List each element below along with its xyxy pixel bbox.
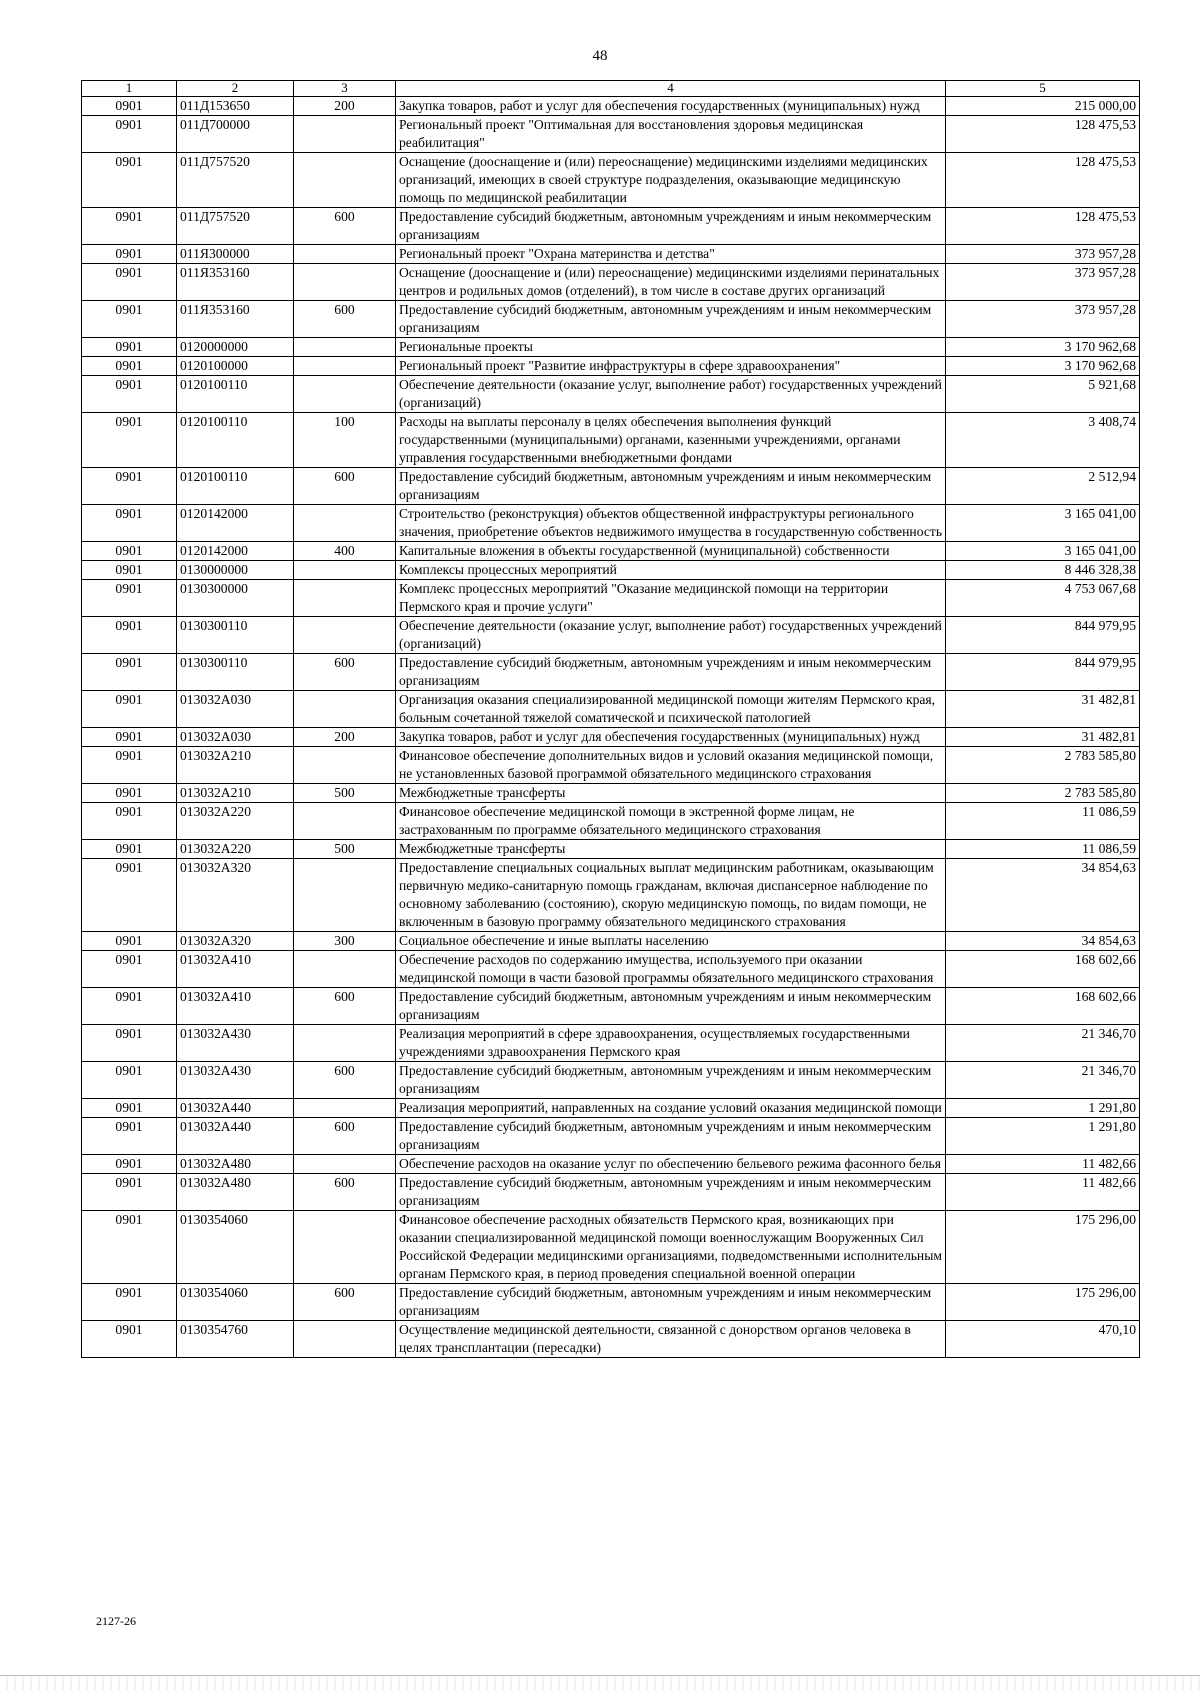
expense-type-cell: 100 [294,413,396,468]
section-code-cell: 0901 [82,505,177,542]
target-article-cell: 011Я353160 [177,264,294,301]
amount-cell: 844 979,95 [946,617,1140,654]
expense-type-cell [294,580,396,617]
expense-type-cell [294,561,396,580]
section-code-cell: 0901 [82,1118,177,1155]
description-cell: Региональный проект "Оптимальная для восстановления здоровья медицинская реабилитация" [396,116,946,153]
target-article-cell: 013032А210 [177,747,294,784]
table-row [82,840,1140,859]
section-code-cell: 0901 [82,617,177,654]
table-row [82,245,1140,264]
target-article-cell: 011Д757520 [177,208,294,245]
expense-type-cell: 400 [294,542,396,561]
expense-type-cell [294,505,396,542]
description-cell: Оснащение (дооснащение и (или) переоснащение) медицинскими изделиями перинатальных центров и родильных домов (отделений), в том числе в составе других организаций [396,264,946,301]
description-cell: Обеспечение расходов на оказание услуг по обеспечению бельевого режима фасонного белья [396,1155,946,1174]
description-cell: Предоставление субсидий бюджетным, автономным учреждениям и иным некоммерческим организациям [396,1284,946,1321]
expense-type-cell [294,951,396,988]
footer-code: 2127-26 [96,1614,136,1628]
target-article-cell: 013032А430 [177,1025,294,1062]
section-code-cell: 0901 [82,357,177,376]
amount-cell: 11 482,66 [946,1174,1140,1211]
expense-type-cell [294,1321,396,1358]
target-article-cell: 013032А480 [177,1174,294,1211]
expense-type-cell [294,803,396,840]
page-number: 48 [592,48,608,64]
amount-cell: 470,10 [946,1321,1140,1358]
amount-cell: 844 979,95 [946,654,1140,691]
table-row [82,116,1140,153]
scan-edge [0,1675,1200,1690]
target-article-cell: 011Д153650 [177,97,294,116]
target-article-cell: 013032А320 [177,859,294,932]
amount-cell: 2 783 585,80 [946,747,1140,784]
expense-type-cell [294,1211,396,1284]
target-article-cell: 0130300000 [177,580,294,617]
table-row [82,859,1140,932]
target-article-cell: 011Д757520 [177,153,294,208]
target-article-cell: 011Д700000 [177,116,294,153]
section-code-cell: 0901 [82,859,177,932]
section-code-cell: 0901 [82,988,177,1025]
section-code-cell: 0901 [82,728,177,747]
description-cell: Реализация мероприятий, направленных на создание условий оказания медицинской помощи [396,1099,946,1118]
expense-type-cell: 500 [294,784,396,803]
expense-type-cell: 600 [294,1284,396,1321]
amount-cell: 128 475,53 [946,208,1140,245]
description-cell: Предоставление субсидий бюджетным, автономным учреждениям и иным некоммерческим организациям [396,654,946,691]
table-row [82,1099,1140,1118]
description-cell: Капитальные вложения в объекты государственной (муниципальной) собственности [396,542,946,561]
target-article-cell: 0130354060 [177,1211,294,1284]
target-article-cell: 0120100110 [177,376,294,413]
table-row [82,542,1140,561]
expense-type-cell: 600 [294,1174,396,1211]
table-row [82,413,1140,468]
expense-type-cell [294,338,396,357]
expense-type-cell [294,116,396,153]
target-article-cell: 013032А320 [177,932,294,951]
description-cell: Предоставление субсидий бюджетным, автономным учреждениям и иным некоммерческим организациям [396,208,946,245]
target-article-cell: 011Я300000 [177,245,294,264]
table-row [82,747,1140,784]
section-code-cell: 0901 [82,932,177,951]
table-header-row [82,81,1140,97]
table-row [82,951,1140,988]
description-cell: Расходы на выплаты персоналу в целях обеспечения выполнения функций государственными (муниципальными) органами, казенными учреждениями, органами управления государственными внебюджетными фондами [396,413,946,468]
description-cell: Обеспечение деятельности (оказание услуг, выполнение работ) государственных учреждений (организаций) [396,617,946,654]
section-code-cell: 0901 [82,1099,177,1118]
section-code-cell: 0901 [82,264,177,301]
table-row [82,468,1140,505]
expense-type-cell: 200 [294,728,396,747]
section-code-cell: 0901 [82,116,177,153]
amount-cell: 11 482,66 [946,1155,1140,1174]
target-article-cell: 013032А430 [177,1062,294,1099]
table-row [82,932,1140,951]
section-code-cell: 0901 [82,1321,177,1358]
expense-type-cell: 600 [294,1062,396,1099]
amount-cell: 373 957,28 [946,245,1140,264]
table-row [82,97,1140,116]
section-code-cell: 0901 [82,1025,177,1062]
section-code-cell: 0901 [82,561,177,580]
section-code-cell: 0901 [82,803,177,840]
section-code-cell: 0901 [82,301,177,338]
amount-cell: 8 446 328,38 [946,561,1140,580]
section-code-cell: 0901 [82,542,177,561]
target-article-cell: 013032А440 [177,1099,294,1118]
section-code-cell: 0901 [82,413,177,468]
description-cell: Реализация мероприятий в сфере здравоохранения, осуществляемых государственными учреждениями здравоохранения Пермского края [396,1025,946,1062]
expense-type-cell [294,153,396,208]
amount-cell: 5 921,68 [946,376,1140,413]
section-code-cell: 0901 [82,97,177,116]
section-code-cell: 0901 [82,153,177,208]
column-header-5: 5 [946,81,1140,97]
amount-cell: 3 408,74 [946,413,1140,468]
expense-type-cell: 300 [294,932,396,951]
table-row [82,153,1140,208]
amount-cell: 175 296,00 [946,1211,1140,1284]
table-row [82,580,1140,617]
amount-cell: 3 170 962,68 [946,338,1140,357]
section-code-cell: 0901 [82,747,177,784]
expense-type-cell: 600 [294,208,396,245]
table-row [82,1155,1140,1174]
amount-cell: 11 086,59 [946,840,1140,859]
description-cell: Межбюджетные трансферты [396,840,946,859]
description-cell: Предоставление субсидий бюджетным, автономным учреждениям и иным некоммерческим организациям [396,468,946,505]
target-article-cell: 013032А410 [177,951,294,988]
expense-type-cell [294,1025,396,1062]
description-cell: Предоставление субсидий бюджетным, автономным учреждениям и иным некоммерческим организациям [396,1174,946,1211]
table-row [82,728,1140,747]
target-article-cell: 013032А410 [177,988,294,1025]
section-code-cell: 0901 [82,654,177,691]
amount-cell: 34 854,63 [946,932,1140,951]
amount-cell: 168 602,66 [946,951,1140,988]
expense-type-cell [294,691,396,728]
expense-type-cell [294,245,396,264]
amount-cell: 1 291,80 [946,1118,1140,1155]
description-cell: Обеспечение расходов по содержанию имущества, используемого при оказании медицинской помощи в части базовой программы обязательного медицинского страхования [396,951,946,988]
expense-type-cell: 600 [294,468,396,505]
target-article-cell: 0130354060 [177,1284,294,1321]
section-code-cell: 0901 [82,245,177,264]
section-code-cell: 0901 [82,951,177,988]
description-cell: Финансовое обеспечение расходных обязательств Пермского края, возникающих при оказании специализированной медицинской помощи военнослужащим Вооруженных Сил Российской Федерации медицинскими организациями, подведомственными исполнительным органам Пермского края, в период проведения специальной военной операции [396,1211,946,1284]
section-code-cell: 0901 [82,1062,177,1099]
section-code-cell: 0901 [82,580,177,617]
amount-cell: 2 783 585,80 [946,784,1140,803]
section-code-cell: 0901 [82,784,177,803]
table-row [82,784,1140,803]
description-cell: Межбюджетные трансферты [396,784,946,803]
budget-table [81,80,1140,1358]
table-row [82,1211,1140,1284]
table-row [82,505,1140,542]
description-cell: Строительство (реконструкция) объектов общественной инфраструктуры регионального значения, приобретение объектов недвижимого имущества в государственную собственность [396,505,946,542]
table-row [82,1062,1140,1099]
column-header-4: 4 [396,81,946,97]
section-code-cell: 0901 [82,1284,177,1321]
amount-cell: 21 346,70 [946,1025,1140,1062]
target-article-cell: 0130354760 [177,1321,294,1358]
table-row [82,1321,1140,1358]
table-row [82,1284,1140,1321]
amount-cell: 3 165 041,00 [946,542,1140,561]
amount-cell: 168 602,66 [946,988,1140,1025]
target-article-cell: 0120100110 [177,413,294,468]
description-cell: Предоставление субсидий бюджетным, автономным учреждениям и иным некоммерческим организациям [396,1062,946,1099]
description-cell: Предоставление субсидий бюджетным, автономным учреждениям и иным некоммерческим организациям [396,1118,946,1155]
description-cell: Оснащение (дооснащение и (или) переоснащение) медицинскими изделиями медицинских организаций, имеющих в своей структуре подразделения, оказывающие медицинскую помощь по медицинской реабилитации [396,153,946,208]
section-code-cell: 0901 [82,1211,177,1284]
table-row [82,264,1140,301]
expense-type-cell [294,264,396,301]
table-row [82,301,1140,338]
section-code-cell: 0901 [82,468,177,505]
amount-cell: 21 346,70 [946,1062,1140,1099]
amount-cell: 11 086,59 [946,803,1140,840]
table-row [82,617,1140,654]
amount-cell: 31 482,81 [946,691,1140,728]
table-row [82,376,1140,413]
amount-cell: 4 753 067,68 [946,580,1140,617]
table-row [82,1025,1140,1062]
amount-cell: 1 291,80 [946,1099,1140,1118]
amount-cell: 128 475,53 [946,116,1140,153]
expense-type-cell: 600 [294,988,396,1025]
expense-type-cell [294,859,396,932]
expense-type-cell [294,747,396,784]
section-code-cell: 0901 [82,376,177,413]
table-body [82,97,1140,1358]
description-cell: Обеспечение деятельности (оказание услуг, выполнение работ) государственных учреждений (организаций) [396,376,946,413]
description-cell: Региональный проект "Развитие инфраструктуры в сфере здравоохранения" [396,357,946,376]
target-article-cell: 0120142000 [177,505,294,542]
table-row [82,988,1140,1025]
section-code-cell: 0901 [82,1155,177,1174]
target-article-cell: 013032А480 [177,1155,294,1174]
amount-cell: 373 957,28 [946,264,1140,301]
target-article-cell: 013032А030 [177,691,294,728]
target-article-cell: 0120100110 [177,468,294,505]
expense-type-cell: 600 [294,654,396,691]
amount-cell: 34 854,63 [946,859,1140,932]
target-article-cell: 0130000000 [177,561,294,580]
description-cell: Комплекс процессных мероприятий "Оказание медицинской помощи на территории Пермского края и прочие услуги" [396,580,946,617]
target-article-cell: 013032А030 [177,728,294,747]
target-article-cell: 0120142000 [177,542,294,561]
expense-type-cell: 500 [294,840,396,859]
table-row [82,561,1140,580]
amount-cell: 2 512,94 [946,468,1140,505]
description-cell: Финансовое обеспечение медицинской помощи в экстренной форме лицам, не застрахованным по программе обязательного медицинского страхования [396,803,946,840]
target-article-cell: 013032А220 [177,803,294,840]
amount-cell: 373 957,28 [946,301,1140,338]
description-cell: Предоставление специальных социальных выплат медицинским работникам, оказывающим первичную медико-санитарную помощь гражданам, включая диспансерное наблюдение по основному заболеванию (состоянию), скорую медицинскую помощь, по видам помощи, не включенным в базовую программу обязательного медицинского страхования [396,859,946,932]
expense-type-cell [294,357,396,376]
description-cell: Предоставление субсидий бюджетным, автономным учреждениям и иным некоммерческим организациям [396,988,946,1025]
section-code-cell: 0901 [82,338,177,357]
expense-type-cell: 600 [294,1118,396,1155]
section-code-cell: 0901 [82,208,177,245]
table-row [82,1174,1140,1211]
table-row [82,338,1140,357]
description-cell: Комплексы процессных мероприятий [396,561,946,580]
section-code-cell: 0901 [82,840,177,859]
table-row [82,691,1140,728]
table-row [82,654,1140,691]
table-row [82,803,1140,840]
description-cell: Закупка товаров, работ и услуг для обеспечения государственных (муниципальных) нужд [396,728,946,747]
target-article-cell: 011Я353160 [177,301,294,338]
expense-type-cell [294,1099,396,1118]
description-cell: Предоставление субсидий бюджетным, автономным учреждениям и иным некоммерческим организациям [396,301,946,338]
expense-type-cell: 200 [294,97,396,116]
column-header-2: 2 [177,81,294,97]
column-header-3: 3 [294,81,396,97]
description-cell: Финансовое обеспечение дополнительных видов и условий оказания медицинской помощи, не установленных базовой программой обязательного медицинского страхования [396,747,946,784]
expense-type-cell [294,617,396,654]
description-cell: Региональный проект "Охрана материнства и детства" [396,245,946,264]
amount-cell: 175 296,00 [946,1284,1140,1321]
target-article-cell: 013032А440 [177,1118,294,1155]
description-cell: Региональные проекты [396,338,946,357]
table-row [82,1118,1140,1155]
column-header-1: 1 [82,81,177,97]
amount-cell: 215 000,00 [946,97,1140,116]
amount-cell: 3 170 962,68 [946,357,1140,376]
description-cell: Организация оказания специализированной медицинской помощи жителям Пермского края, больным сочетанной тяжелой соматической и психической патологией [396,691,946,728]
target-article-cell: 0120100000 [177,357,294,376]
description-cell: Осуществление медицинской деятельности, связанной с донорством органов человека в целях трансплантации (пересадки) [396,1321,946,1358]
expense-type-cell [294,1155,396,1174]
amount-cell: 31 482,81 [946,728,1140,747]
target-article-cell: 013032А220 [177,840,294,859]
amount-cell: 128 475,53 [946,153,1140,208]
target-article-cell: 0120000000 [177,338,294,357]
section-code-cell: 0901 [82,1174,177,1211]
description-cell: Социальное обеспечение и иные выплаты населению [396,932,946,951]
target-article-cell: 013032А210 [177,784,294,803]
expense-type-cell: 600 [294,301,396,338]
description-cell: Закупка товаров, работ и услуг для обеспечения государственных (муниципальных) нужд [396,97,946,116]
target-article-cell: 0130300110 [177,654,294,691]
amount-cell: 3 165 041,00 [946,505,1140,542]
section-code-cell: 0901 [82,691,177,728]
table-row [82,208,1140,245]
table-row [82,357,1140,376]
target-article-cell: 0130300110 [177,617,294,654]
expense-type-cell [294,376,396,413]
